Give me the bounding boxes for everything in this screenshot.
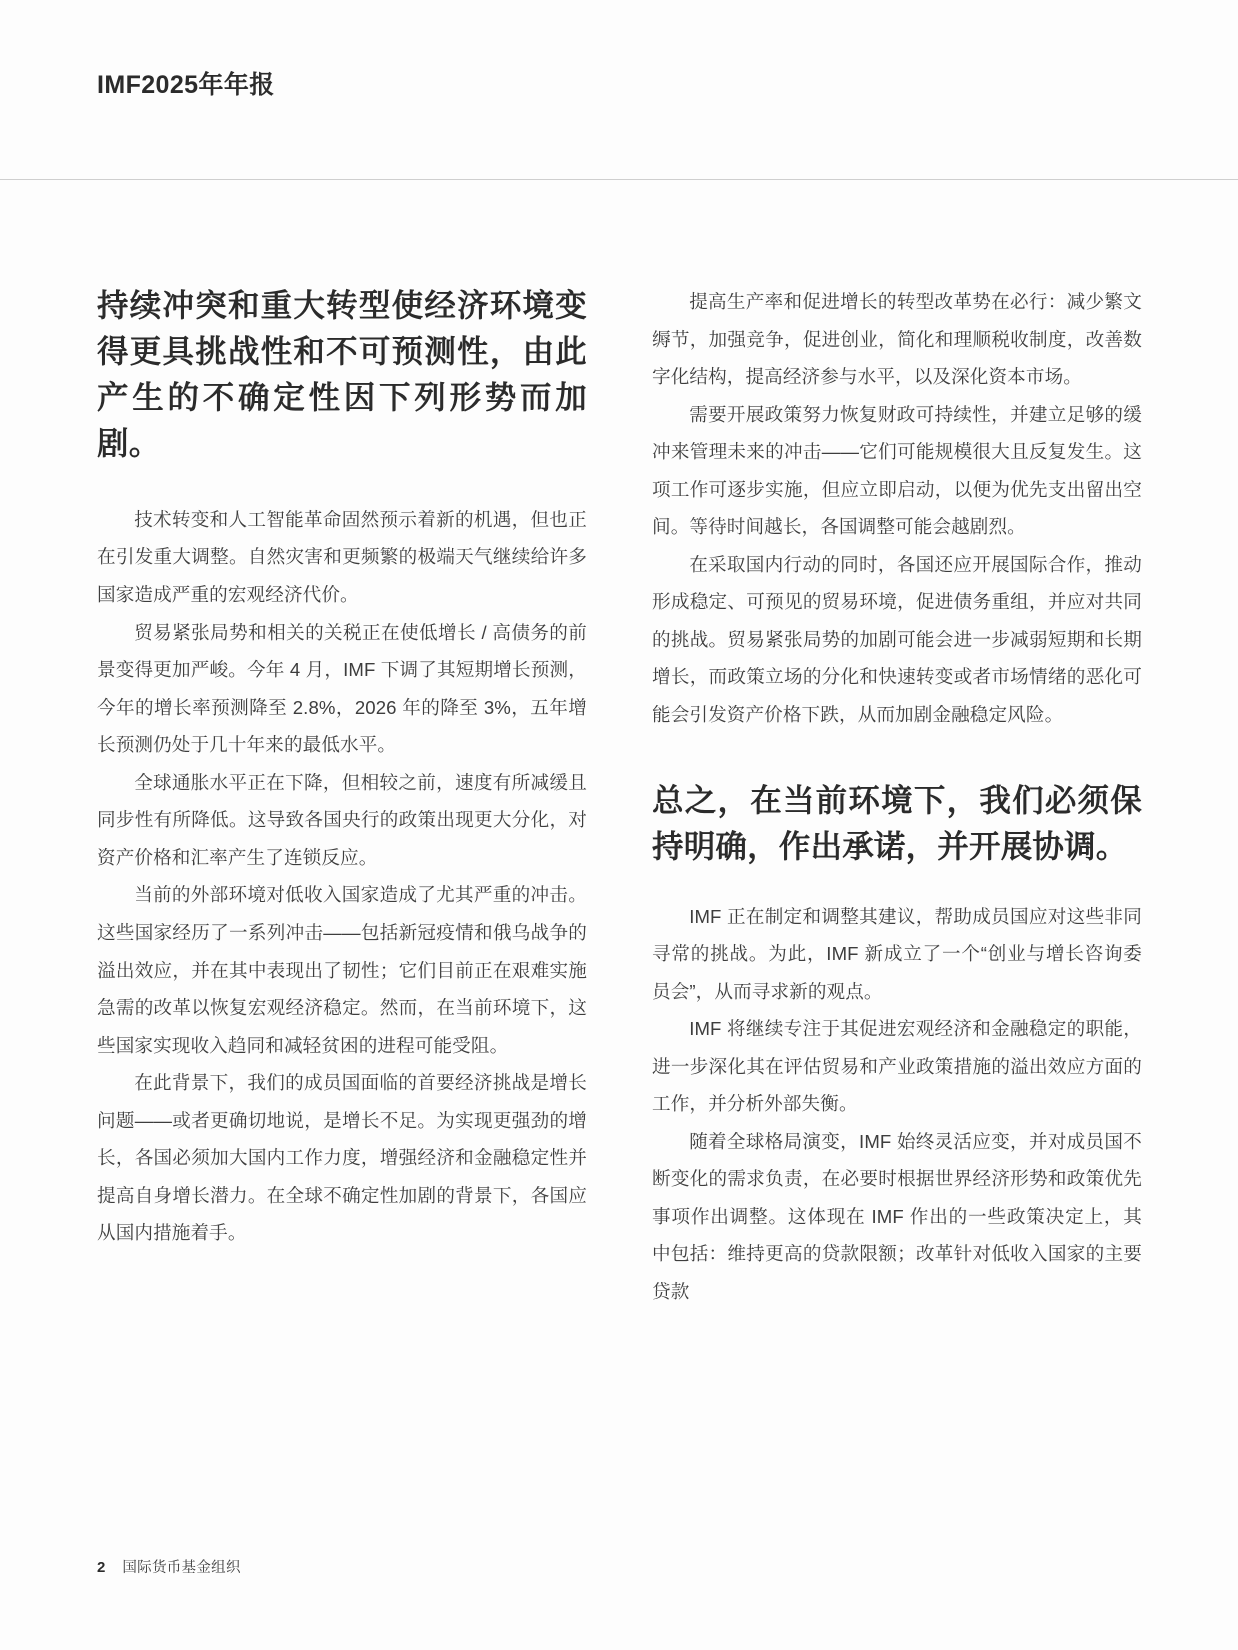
paragraph: 贸易紧张局势和相关的关税正在使低增长 / 高债务的前景变得更加严峻。今年 4 月，IMF 下调了其短期增长预测，今年的增长率预测降至 2.8%，2026 年的降至 3%，五年增长预测仍处于几十年来的最低水平。 bbox=[97, 621, 587, 756]
paragraph: 需要开展政策努力恢复财政可持续性，并建立足够的缓冲来管理未来的冲击——它们可能规模很大且反复发生。这项工作可逐步实施，但应立即启动，以便为优先支出留出空间。等待时间越长，各国调整可能会越剧烈。 bbox=[652, 403, 1142, 538]
paragraph: 当前的外部环境对低收入国家造成了尤其严重的冲击。这些国家经历了一系列冲击——包括新冠疫情和俄乌战争的溢出效应，并在其中表现出了韧性；它们目前正在艰难实施急需的改革以恢复宏观经济稳定。然而，在当前环境下，这些国家实现收入趋同和减轻贫困的进程可能受阻。 bbox=[97, 884, 587, 1056]
page-footer bbox=[97, 1556, 241, 1577]
footer-organization: 国际货币基金组织 bbox=[122, 1560, 241, 1576]
left-column bbox=[97, 283, 587, 1311]
right-column bbox=[652, 283, 1142, 1311]
paragraph: IMF 将继续专注于其促进宏观经济和金融稳定的职能，进一步深化其在评估贸易和产业政策措施的溢出效应方面的工作，并分析外部失衡。 bbox=[652, 1018, 1142, 1115]
paragraph: 全球通胀水平正在下降，但相较之前，速度有所减缓且同步性有所降低。这导致各国央行的政策出现更大分化，对资产价格和汇率产生了连锁反应。 bbox=[97, 771, 587, 868]
two-column-content bbox=[97, 283, 1141, 1311]
paragraph: IMF 正在制定和调整其建议，帮助成员国应对这些非同寻常的挑战。为此，IMF 新成立了一个“创业与增长咨询委员会”，从而寻求新的观点。 bbox=[652, 905, 1142, 1002]
page-number: 2 bbox=[97, 1559, 106, 1576]
paragraph: 随着全球格局演变，IMF 始终灵活应变，并对成员国不断变化的需求负责，在必要时根据世界经济形势和政策优先事项作出调整。这体现在 IMF 作出的一些政策决定上，其中包括：维持更高的贷款限额；改革针对低收入国家的主要贷款 bbox=[652, 1130, 1142, 1302]
page-header bbox=[0, 0, 1238, 180]
header-title: IMF2025年年报 bbox=[97, 71, 275, 99]
left-section-heading: 持续冲突和重大转型使经济环境变得更具挑战性和不可预测性，由此产生的不确定性因下列形势而加剧。 bbox=[97, 287, 587, 461]
right-section-heading: 总之，在当前环境下，我们必须保持明确，作出承诺，并开展协调。 bbox=[652, 781, 1142, 864]
paragraph: 技术转变和人工智能革命固然预示着新的机遇，但也正在引发重大调整。自然灾害和更频繁的极端天气继续给许多国家造成严重的宏观经济代价。 bbox=[97, 508, 587, 606]
paragraph: 在此背景下，我们的成员国面临的首要经济挑战是增长问题——或者更确切地说，是增长不足。为实现更强劲的增长，各国必须加大国内工作力度，增强经济和金融稳定性并提高自身增长潜力。在全球不确定性加剧的背景下，各国应从国内措施着手。 bbox=[97, 1072, 587, 1244]
paragraph: 在采取国内行动的同时，各国还应开展国际合作，推动形成稳定、可预见的贸易环境，促进债务重组，并应对共同的挑战。贸易紧张局势的加剧可能会进一步减弱短期和长期增长，而政策立场的分化和快速转变或者市场情绪的恶化可能会引发资产价格下跌，从而加剧金融稳定风险。 bbox=[652, 553, 1142, 726]
paragraph: 提高生产率和促进增长的转型改革势在必行：减少繁文缛节，加强竞争，促进创业，简化和理顺税收制度，改善数字化结构，提高经济参与水平，以及深化资本市场。 bbox=[652, 291, 1142, 388]
